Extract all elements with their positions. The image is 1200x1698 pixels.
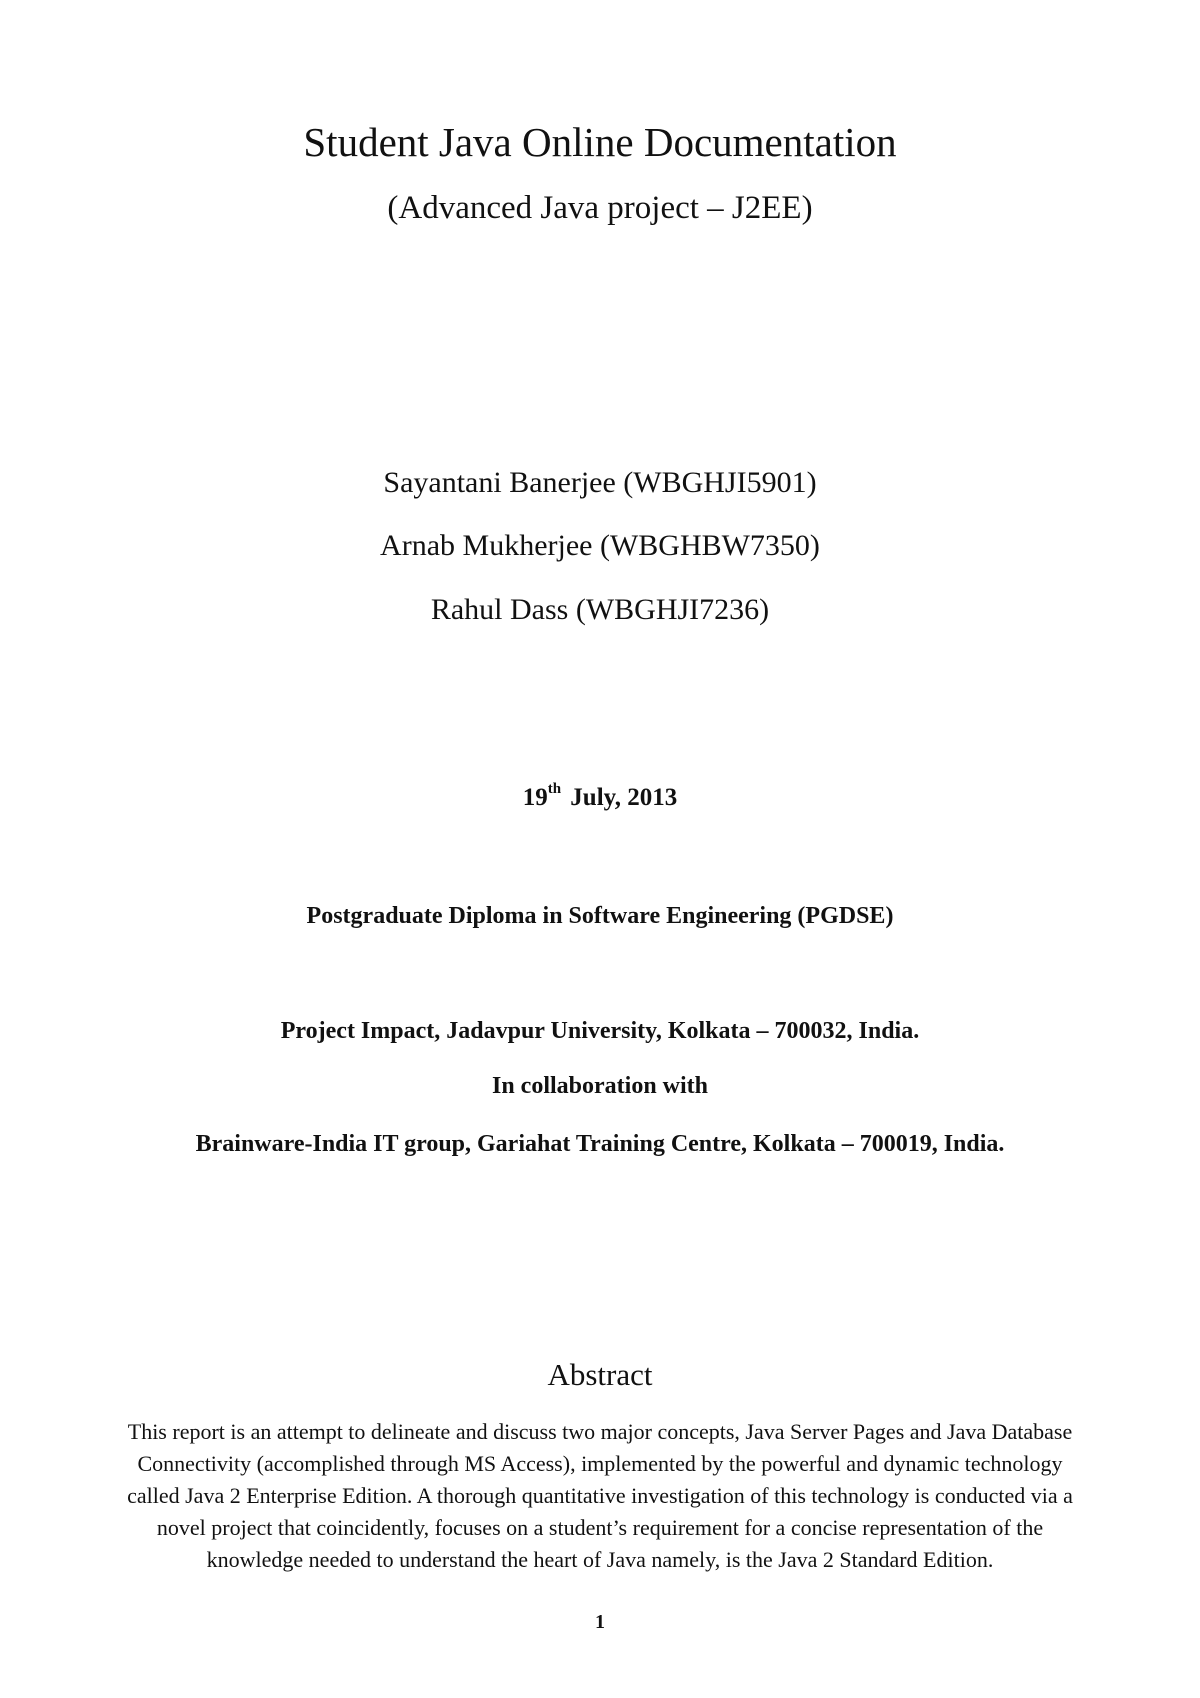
- page-number: 1: [595, 1611, 605, 1633]
- abstract-line: This report is an attempt to delineate and discuss two major concepts, Java Server Pages and Java Database: [127, 1419, 1073, 1444]
- collaboration-line: In collaboration with: [491, 1073, 709, 1099]
- document-title: Student Java Online Documentation: [303, 119, 897, 165]
- abstract-line: called Java 2 Enterprise Edition. A thorough quantitative investigation of this technology is conducted via a: [127, 1483, 1073, 1508]
- institution-line: Project Impact, Jadavpur University, Kolkata – 700032, India.: [280, 1018, 920, 1044]
- date-day: 19: [522, 784, 548, 811]
- author-name: Sayantani Banerjee (WBGHJI5901): [383, 466, 817, 499]
- partner-line: Brainware-India IT group, Gariahat Training Centre, Kolkata – 700019, India.: [195, 1131, 1005, 1157]
- abstract-body: [62, 1416, 1138, 1576]
- program-name: Postgraduate Diploma in Software Engineering (PGDSE): [306, 903, 894, 929]
- date-day-suffix: th: [547, 781, 562, 797]
- document-date: [0, 781, 1200, 812]
- abstract-heading: Abstract: [547, 1357, 653, 1392]
- author-name: Rahul Dass (WBGHJI7236): [430, 593, 770, 626]
- date-month-year: July, 2013: [564, 784, 678, 811]
- abstract-line: novel project that coincidently, focuses on a student’s requirement for a concise representation of the: [156, 1515, 1044, 1540]
- abstract-line: knowledge needed to understand the heart of Java namely, is the Java 2 Standard Edition.: [206, 1547, 994, 1572]
- abstract-line: Connectivity (accomplished through MS Access), implemented by the powerful and dynamic technology: [137, 1451, 1063, 1476]
- document-subtitle: (Advanced Java project – J2EE): [387, 190, 813, 226]
- author-name: Arnab Mukherjee (WBGHBW7350): [380, 529, 820, 562]
